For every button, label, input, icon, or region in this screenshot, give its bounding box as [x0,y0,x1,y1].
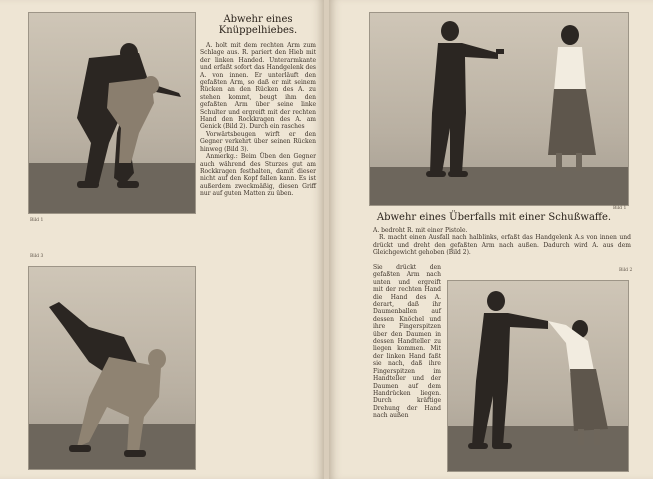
figure-illustration [29,13,195,213]
photo-disarm [447,280,629,472]
left-page [0,0,324,479]
paragraph: Vorwärtsbeugen wirft er den Gegner verkehrt über seinen Rücken hinweg (Bild 3). [200,130,316,153]
section-heading: Abwehr eines Knüppelhiebes. [218,14,298,36]
photo-caption: Bild 1 [30,218,44,223]
photo-caption: Bild 1 [613,206,627,211]
paragraph: Anmerkg.: Beim Üben den Gegner auch während des Sturzes gut am Rockkragen festhalten, damit dieser nicht auf den Kopf fallen kann. Es ist außerdem zweckmäßig, diesen Griff nur auf guten Matten zu üben. [200,153,316,198]
section-heading: Abwehr eines Überfalls mit einer Schußwaffe. [376,212,612,223]
figure-illustration [370,13,628,205]
paragraph: A. holt mit dem rechten Arm zum Schlage aus. R. pariert den Hieb mit der linken Handed. Unterarmkante und erfaßt sofort das Handgelenk des A. von innen. Er unterläuft den gefaßten Arm, so daß er mit seinem Rücken an den Rücken des A. zu stehen kommt, beugt ihm den gefaßten Arm über seine linke Schulter und ergreift mit der rechten Hand den Rockkragen des A. am Genick (Bild 2). Durch ein rasches [200,42,316,131]
paragraph: A. bedroht R. mit einer Pistole. [373,227,468,234]
body-text-intro [373,227,631,257]
photo-caption: Bild 3 [30,254,44,259]
body-text-column [373,264,441,420]
figure-illustration [29,267,195,469]
body-text-column [200,42,316,198]
paragraph: Sie drückt den gefaßten Arm nach unten und ergreift mit der rechten Hand die Hand des A. derart, daß ihr Daumenballen auf dessen Knöchel und ihre Fingerspitzen über den Daumen in dessen Handteller zu liegen kommen. Mit der linken Hand faßt sie nach, daß ihre Fingerspitzen im Handteller und der Daumen auf dem Handrücken liegen. Durch kräftige Drehung der Hand nach außen [373,264,441,420]
figure-illustration [448,281,628,471]
photo-throw-over-shoulder [28,12,196,214]
photo-throw [28,266,196,470]
photo-pistol-threat [369,12,629,206]
photo-caption: Bild 2 [619,268,633,273]
paragraph: R. macht einen Ausfall nach halblinks, erfaßt das Handgelenk A.s von innen und drückt und dreht den gefaßten Arm nach außen. Dadurch wird A. aus dem Gleichgewicht gehoben (Bild 2). [373,234,631,257]
right-page [329,0,653,479]
